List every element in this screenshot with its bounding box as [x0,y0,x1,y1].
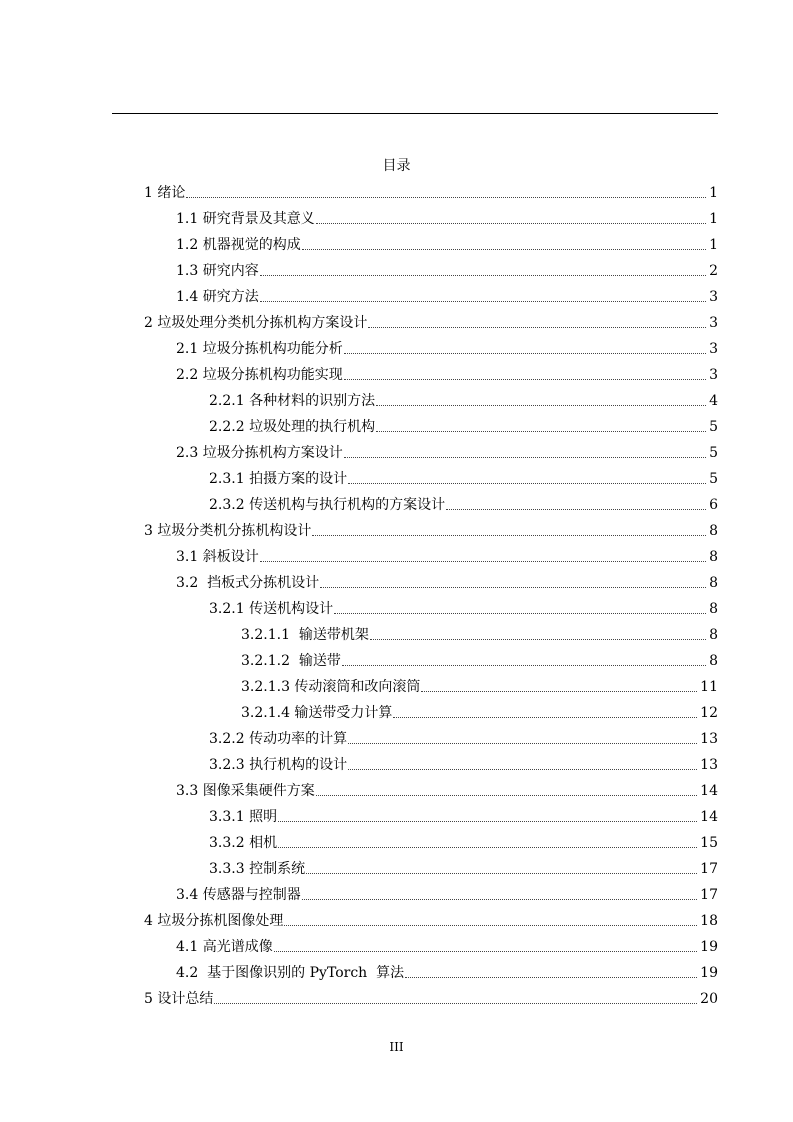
toc-entry-page: 5 [709,471,718,487]
toc-dot-leader [342,665,706,666]
toc-entry-page: 3 [709,315,718,331]
toc-entry-page: 13 [700,731,718,747]
toc-dot-leader [344,457,706,458]
toc-dot-leader [344,379,706,380]
toc-entry[interactable] [176,254,718,280]
toc-entry[interactable] [176,878,718,904]
toc-entry[interactable] [176,436,718,462]
toc-entry-page: 3 [709,289,718,305]
toc-entry[interactable] [209,722,718,748]
toc-entry-page: 3 [709,341,718,357]
toc-entry[interactable] [176,202,718,228]
toc-dot-leader [260,301,706,302]
toc-entry-label: 3.2.1 传送机构设计 [209,601,334,617]
toc-dot-leader [214,1003,697,1004]
toc-entry-label: 3.2.2 传动功率的计算 [209,731,348,747]
toc-entry[interactable] [176,956,718,982]
toc-entry[interactable] [241,696,718,722]
toc-entry-page: 8 [709,601,718,617]
toc-dot-leader [348,769,697,770]
toc-dot-leader [274,951,697,952]
toc-dot-leader [260,561,706,562]
toc-dot-leader [446,509,706,510]
toc-title: 目录 [382,158,411,174]
toc-entry-page: 8 [709,653,718,669]
toc-entry-label: 3.3 图像采集硬件方案 [176,783,315,799]
toc-entry-page: 6 [709,497,718,513]
toc-entry-label: 3.2.3 执行机构的设计 [209,757,348,773]
toc-entry[interactable] [241,670,718,696]
toc-entry-label: 3.2.1.2 输送带 [241,653,341,669]
toc-entry-label: 5 设计总结 [144,991,214,1007]
toc-dot-leader [278,847,697,848]
toc-dot-leader [421,691,697,692]
toc-dot-leader [376,431,706,432]
toc-entry[interactable] [176,332,718,358]
toc-entry-page: 19 [700,939,718,955]
toc-entry-page: 2 [709,263,718,279]
toc-entry-page: 13 [700,757,718,773]
toc-entry-label: 2.2.1 各种材料的识别方法 [209,393,376,409]
toc-entry-label: 4.1 高光谱成像 [176,939,273,955]
toc-entry[interactable] [209,462,718,488]
toc-dot-leader [393,717,697,718]
toc-entry-page: 20 [700,991,718,1007]
toc-dot-leader [302,249,706,250]
toc-dot-leader [334,613,706,614]
toc-entry-page: 17 [700,861,718,877]
toc-dot-leader [306,873,697,874]
toc-entry-page: 17 [700,887,718,903]
toc-entry[interactable] [144,904,718,930]
toc-entry-label: 1.3 研究内容 [176,263,259,279]
toc-entry[interactable] [144,306,718,332]
toc-entry-label: 2.3 垃圾分拣机构方案设计 [176,445,343,461]
toc-entry[interactable] [209,800,718,826]
toc-entry-page: 18 [700,913,718,929]
toc-entry-label: 2 垃圾处理分类机分拣机构方案设计 [144,315,368,331]
toc-dot-leader [316,223,706,224]
toc-entry[interactable] [176,930,718,956]
toc-dot-leader [186,197,706,198]
toc-entry[interactable] [176,540,718,566]
toc-entry-label: 3.3.3 控制系统 [209,861,306,877]
toc-entry-label: 3 垃圾分类机分拣机构设计 [144,523,312,539]
toc-entry-label: 3.2.1.1 输送带机架 [241,627,369,643]
toc-entry-label: 1.4 研究方法 [176,289,259,305]
toc-dot-leader [370,639,706,640]
toc-entry-page: 8 [709,627,718,643]
toc-dot-leader [284,925,697,926]
toc-entry[interactable] [241,618,718,644]
toc-entry[interactable] [209,410,718,436]
toc-entry-label: 2.3.1 拍摄方案的设计 [209,471,348,487]
toc-dot-leader [405,977,697,978]
toc-entry-page: 14 [700,783,718,799]
toc-entry-label: 4.2 基于图像识别的 PyTorch 算法 [176,965,405,981]
toc-entry[interactable] [209,384,718,410]
toc-entry-label: 2.2.2 垃圾处理的执行机构 [209,419,376,435]
toc-entry-label: 2.2 垃圾分拣机构功能实现 [176,367,343,383]
toc-entry[interactable] [176,228,718,254]
toc-entry[interactable] [176,358,718,384]
toc-dot-leader [368,327,706,328]
toc-dot-leader [278,821,697,822]
toc-entry-page: 11 [700,679,718,695]
toc-entry-page: 12 [700,705,718,721]
toc-dot-leader [348,743,697,744]
toc-dot-leader [344,353,706,354]
toc-dot-leader [376,405,706,406]
toc-entry[interactable] [241,644,718,670]
toc-entry[interactable] [209,826,718,852]
page-number: III [389,1040,404,1054]
toc-dot-leader [260,275,706,276]
toc-entry-page: 15 [700,835,718,851]
toc-entry-page: 5 [709,445,718,461]
toc-entry-page: 8 [709,575,718,591]
toc-entry-label: 3.4 传感器与控制器 [176,887,301,903]
toc-entry-label: 3.2.1.3 传动滚筒和改向滚筒 [241,679,421,695]
toc-entry-page: 14 [700,809,718,825]
toc-entry-page: 3 [709,367,718,383]
toc-dot-leader [320,587,706,588]
toc-entry-label: 3.3.1 照明 [209,809,278,825]
toc-entry-page: 1 [709,211,718,227]
toc-entry[interactable] [176,774,718,800]
toc-entry-label: 3.1 斜板设计 [176,549,259,565]
toc-entry-label: 3.2.1.4 输送带受力计算 [241,705,393,721]
toc-entry-page: 4 [709,393,718,409]
toc-dot-leader [348,483,706,484]
toc-entry[interactable] [144,176,718,202]
toc-entry-page: 5 [709,419,718,435]
toc-entry-label: 2.1 垃圾分拣机构功能分析 [176,341,343,357]
toc-entry[interactable] [209,592,718,618]
toc-entry[interactable] [209,852,718,878]
header-rule [112,113,718,114]
toc-entry-label: 4 垃圾分拣机图像处理 [144,913,284,929]
toc-entry-label: 3.3.2 相机 [209,835,278,851]
toc-entry[interactable] [209,488,718,514]
toc-entry[interactable] [144,982,718,1008]
toc-entry-label: 1 绪论 [144,185,186,201]
toc-entry-label: 1.1 研究背景及其意义 [176,211,315,227]
toc-entry[interactable] [209,748,718,774]
toc-entry[interactable] [176,566,718,592]
toc-entry-page: 8 [709,549,718,565]
toc-entry-page: 19 [700,965,718,981]
toc-entry-page: 1 [709,237,718,253]
toc-entry-label: 3.2 挡板式分拣机设计 [176,575,320,591]
toc-entry-label: 2.3.2 传送机构与执行机构的方案设计 [209,497,446,513]
toc-entry-page: 8 [709,523,718,539]
toc-entry[interactable] [176,280,718,306]
toc-dot-leader [312,535,706,536]
toc-entry-page: 1 [709,185,718,201]
toc-entry-label: 1.2 机器视觉的构成 [176,237,301,253]
toc-dot-leader [302,899,697,900]
toc-entry[interactable] [144,514,718,540]
toc-dot-leader [316,795,697,796]
